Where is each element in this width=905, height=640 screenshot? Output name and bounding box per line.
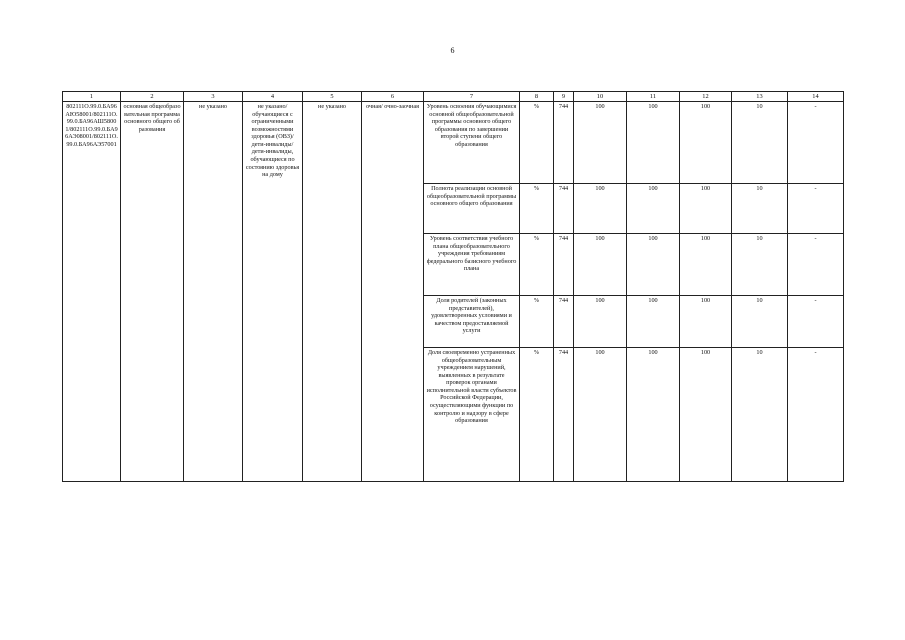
unit: % <box>520 296 554 348</box>
header-cell: 3 <box>184 92 243 102</box>
value-col-10: 100 <box>574 348 627 482</box>
value-col-10: 100 <box>574 234 627 296</box>
header-cell: 13 <box>732 92 788 102</box>
header-row <box>63 92 844 102</box>
education-form: очная/ очно-заочная <box>362 102 424 482</box>
value-col-12: 100 <box>680 184 732 234</box>
value-col-11: 100 <box>627 184 680 234</box>
unit: % <box>520 234 554 296</box>
indicators-table <box>62 91 844 482</box>
value-col-12: 100 <box>680 234 732 296</box>
okei-code: 744 <box>554 184 574 234</box>
okei-code: 744 <box>554 234 574 296</box>
indicator-name: Доля своевременно устраненных общеобразовательным учреждением нарушений, выявленных в результате проверок органами исполнительной власти субъектов Российской Федерации, осуществляющими функции по контролю и надзору в сфере образования <box>424 348 520 482</box>
value-col-12: 100 <box>680 102 732 184</box>
unit: % <box>520 348 554 482</box>
indicator-name: Уровень соответствия учебного плана общеобразовательного учреждения требованиям федерального базисного учебного плана <box>424 234 520 296</box>
header-cell: 8 <box>520 92 554 102</box>
value-col-11: 100 <box>627 102 680 184</box>
unit: % <box>520 184 554 234</box>
value-col-14: - <box>788 348 844 482</box>
value-col-10: 100 <box>574 102 627 184</box>
value-col-13: 10 <box>732 234 788 296</box>
header-cell: 12 <box>680 92 732 102</box>
value-col-14: - <box>788 102 844 184</box>
okei-code: 744 <box>554 102 574 184</box>
value-col-12: 100 <box>680 296 732 348</box>
unit: % <box>520 102 554 184</box>
student-category: не указано/ обучающиеся с ограниченными возможностями здоровья (ОВЗ)/ дети-инвалиды/ дети-инвалиды, обучающиеся по состоянию здоровья на дому <box>243 102 303 482</box>
program-name: основная общеобразовательная программа основного общего образования <box>121 102 184 482</box>
value-col-11: 100 <box>627 234 680 296</box>
value-col-13: 10 <box>732 348 788 482</box>
indicator-name: Полнота реализации основной общеобразовательной программы основного общего образования <box>424 184 520 234</box>
page-number: 6 <box>450 46 455 55</box>
header-cell: 14 <box>788 92 844 102</box>
table-row <box>63 102 844 184</box>
column-5-value: не указано <box>303 102 362 482</box>
value-col-14: - <box>788 184 844 234</box>
header-cell: 7 <box>424 92 520 102</box>
column-3-value: не указано <box>184 102 243 482</box>
value-col-11: 100 <box>627 348 680 482</box>
okei-code: 744 <box>554 348 574 482</box>
header-cell: 9 <box>554 92 574 102</box>
indicator-name: Уровень освоения обучающимися основной общеобразовательной программы основного общего образования по завершении второй ступени общего образования <box>424 102 520 184</box>
header-cell: 2 <box>121 92 184 102</box>
header-cell: 4 <box>243 92 303 102</box>
header-cell: 11 <box>627 92 680 102</box>
value-col-13: 10 <box>732 296 788 348</box>
service-code: 802111О.99.0.БА96АЮ58001/802111О.99.0.БА96АШ58001/802111О.99.0.БА96АЭ08001/802111О.99.0.БА96АЭ57001 <box>63 102 121 482</box>
value-col-13: 10 <box>732 102 788 184</box>
header-cell: 10 <box>574 92 627 102</box>
header-cell: 6 <box>362 92 424 102</box>
value-col-12: 100 <box>680 348 732 482</box>
header-cell: 5 <box>303 92 362 102</box>
header-cell: 1 <box>63 92 121 102</box>
value-col-10: 100 <box>574 296 627 348</box>
value-col-10: 100 <box>574 184 627 234</box>
value-col-13: 10 <box>732 184 788 234</box>
value-col-14: - <box>788 296 844 348</box>
value-col-11: 100 <box>627 296 680 348</box>
okei-code: 744 <box>554 296 574 348</box>
value-col-14: - <box>788 234 844 296</box>
indicator-name: Доля родителей (законных представителей), удовлетворенных условиями и качеством предоставляемой услуги <box>424 296 520 348</box>
